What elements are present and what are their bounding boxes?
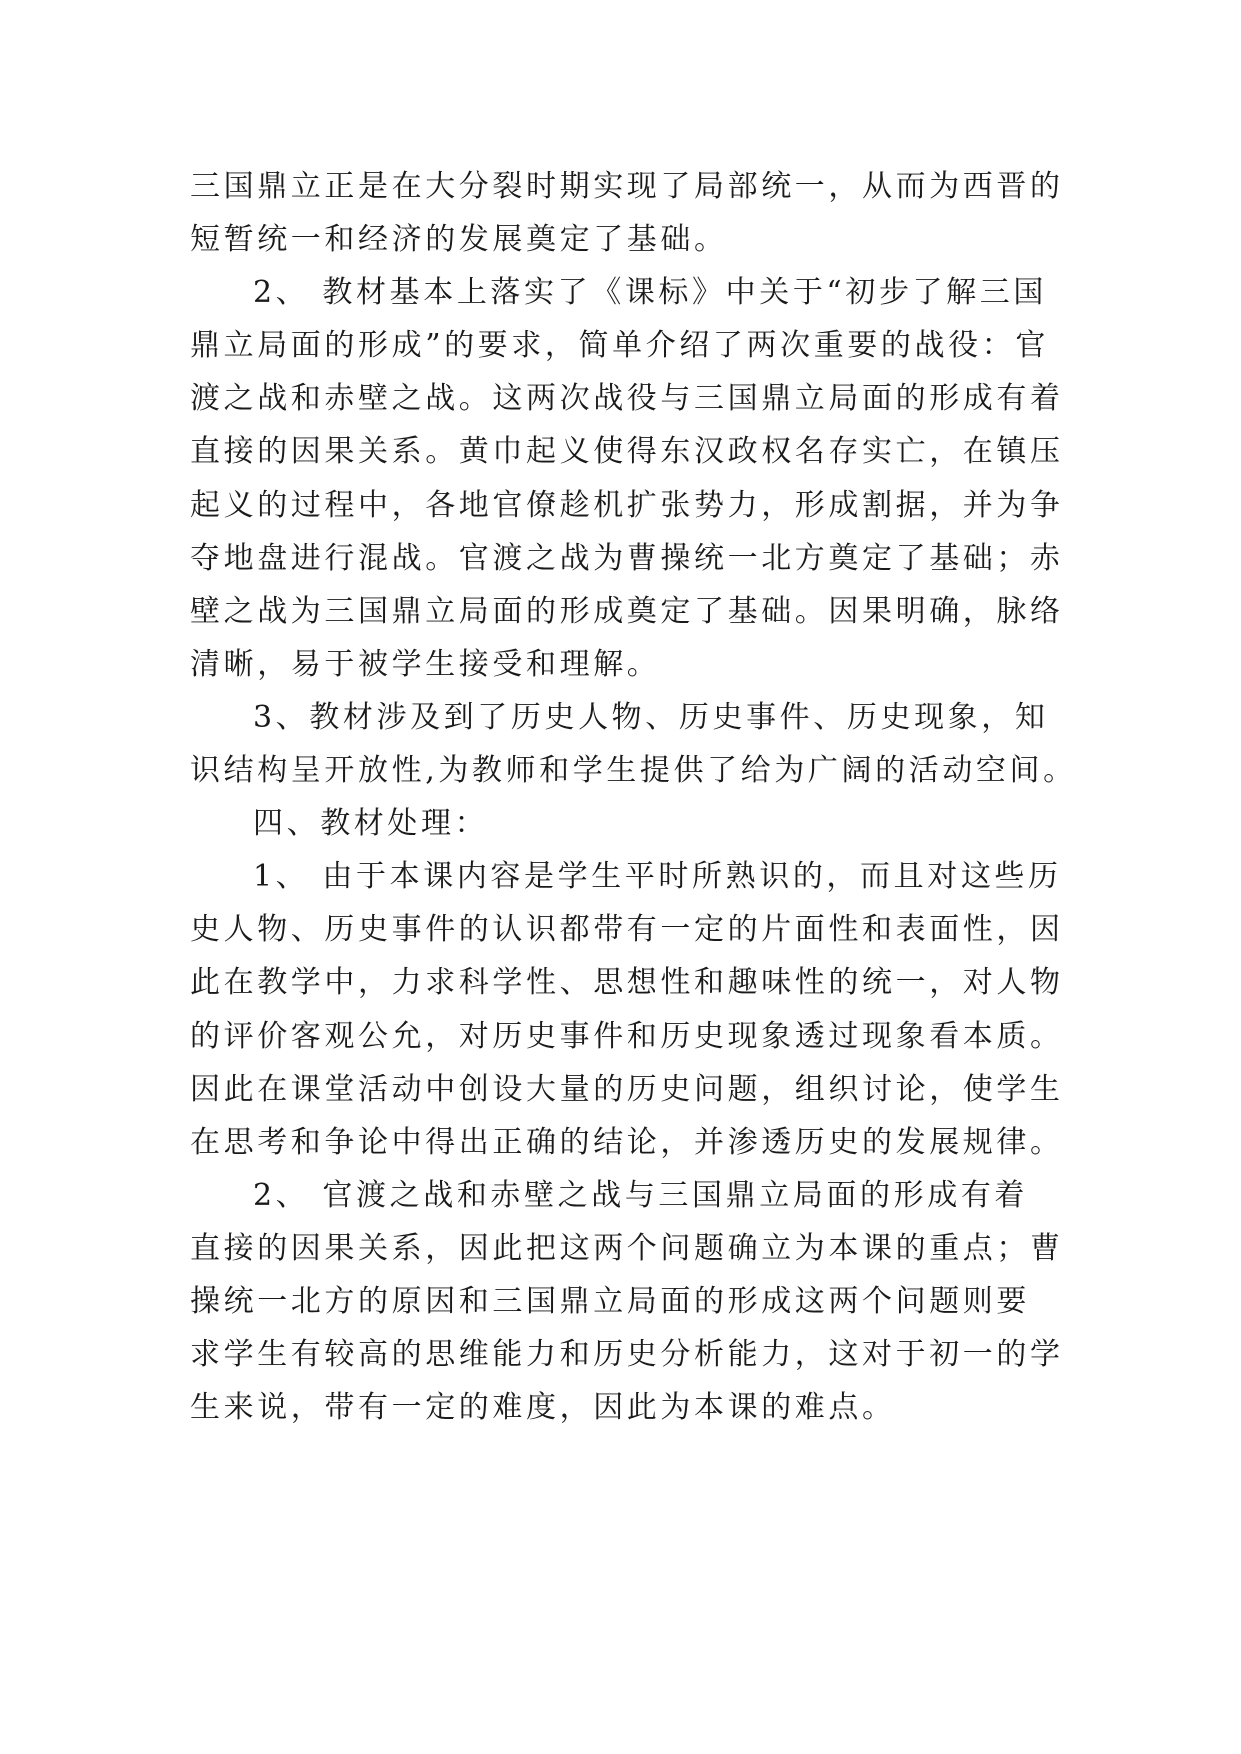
text-line: 渡之战和赤壁之战。这两次战役与三国鼎立局面的形成有着 [190,381,1064,417]
paragraph-3-start: 3、教材涉及到了历史人物、历史事件、历史现象，知 [253,699,1049,735]
body-text [190,160,1077,1434]
text-line: 在思考和争论中得出正确的结论，并渗透历史的发展规律。 [190,1124,1064,1160]
text-line: 壁之战为三国鼎立局面的形成奠定了基础。因果明确，脉络 [190,593,1064,629]
text-line: 求学生有较高的思维能力和历史分析能力，这对于初一的学 [190,1337,1064,1373]
text-line: 的评价客观公允，对历史事件和历史现象透过现象看本质。 [190,1018,1064,1054]
text-line: 生来说，带有一定的难度，因此为本课的难点。 [190,1390,896,1426]
text-line: 史人物、历史事件的认识都带有一定的片面性和表面性，因 [190,912,1064,948]
text-line: 夺地盘进行混战。官渡之战为曹操统一北方奠定了基础；赤 [190,540,1064,576]
text-line: 起义的过程中，各地官僚趁机扩张势力，形成割据，并为争 [190,487,1064,523]
text-line: 鼎立局面的形成”的要求，简单介绍了两次重要的战役：官 [190,328,1049,364]
text-line: 因此在课堂活动中创设大量的历史问题，组织讨论，使学生 [190,1071,1064,1107]
paragraph-1-start: 1、 由于本课内容是学生平时所熟识的，而且对这些历 [253,859,1062,895]
text-line: 操统一北方的原因和三国鼎立局面的形成这两个问题则要 [190,1283,1030,1319]
paragraph-2-start: 2、 教材基本上落实了《课标》中关于“初步了解三国 [253,275,1047,311]
text-line: 直接的因果关系。黄巾起义使得东汉政权名存实亡，在镇压 [190,434,1064,470]
paragraph-2b-start: 2、 官渡之战和赤壁之战与三国鼎立局面的形成有着 [253,1177,1029,1213]
section-heading: 四、教材处理： [253,806,489,842]
text-line: 直接的因果关系，因此把这两个问题确立为本课的重点；曹 [190,1230,1064,1266]
text-line: 此在教学中，力求科学性、思想性和趣味性的统一，对人物 [190,965,1064,1001]
text-line: 三国鼎立正是在大分裂时期实现了局部统一，从而为西晋的 [190,169,1064,204]
text-line: 清晰，易于被学生接受和理解。 [190,646,661,682]
text-line: 短暂统一和经济的发展奠定了基础。 [190,222,728,258]
text-line: 识结构呈开放性,为教师和学生提供了给为广阔的活动空间。 [190,753,1077,789]
